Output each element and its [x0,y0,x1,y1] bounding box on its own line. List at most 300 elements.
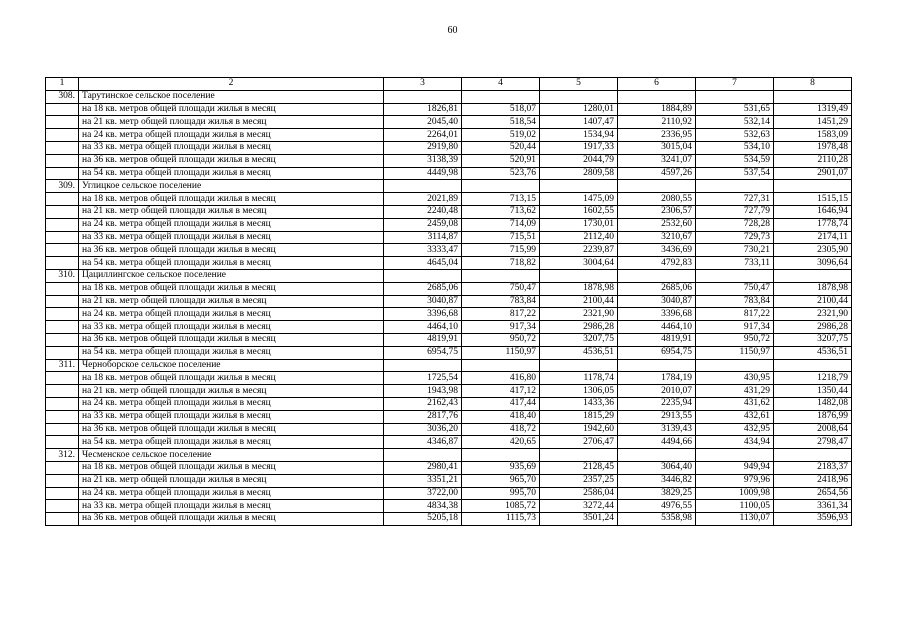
value-cell: 3596,93 [774,513,852,526]
table-row [46,321,852,334]
value-cell: 2010,07 [618,385,696,398]
value-cell: 3501,24 [540,513,618,526]
empty-cell [46,513,79,526]
value-cell: 2532,60 [618,218,696,231]
empty-cell [384,269,462,282]
value-cell: 783,84 [696,295,774,308]
empty-cell [774,449,852,462]
table-row [46,346,852,359]
value-cell: 2798,47 [774,436,852,449]
value-cell: 1878,98 [774,282,852,295]
empty-cell [540,359,618,372]
value-cell: 4536,51 [774,346,852,359]
table-row [46,372,852,385]
table-row [46,218,852,231]
value-cell: 2110,92 [618,116,696,129]
value-cell: 3064,40 [618,461,696,474]
value-cell: 3361,34 [774,500,852,513]
section-header-row [46,449,852,462]
value-cell: 917,34 [696,321,774,334]
value-cell: 2305,90 [774,244,852,257]
value-cell: 2021,89 [384,193,462,206]
value-cell: 3436,69 [618,244,696,257]
empty-cell [696,269,774,282]
value-cell: 4494,66 [618,436,696,449]
value-cell: 1602,55 [540,205,618,218]
value-cell: 1876,99 [774,410,852,423]
value-cell: 1784,19 [618,372,696,385]
empty-cell [46,282,79,295]
table-row [46,231,852,244]
value-cell: 4819,91 [384,333,462,346]
value-cell: 950,72 [696,333,774,346]
table-row [46,116,852,129]
value-cell: 2418,96 [774,474,852,487]
empty-cell [696,90,774,103]
value-cell: 3096,64 [774,257,852,270]
value-cell: 1150,97 [462,346,540,359]
row-label: на 21 кв. метр общей площади жилья в месяц [79,295,384,308]
value-cell: 537,54 [696,167,774,180]
value-cell: 418,40 [462,410,540,423]
empty-cell [46,487,79,500]
table-row [46,474,852,487]
value-cell: 714,09 [462,218,540,231]
row-label: на 24 кв. метра общей площади жилья в месяц [79,487,384,500]
value-cell: 783,84 [462,295,540,308]
value-cell: 3015,04 [618,141,696,154]
value-cell: 3333,47 [384,244,462,257]
value-cell: 3138,39 [384,154,462,167]
value-cell: 520,44 [462,141,540,154]
empty-cell [46,231,79,244]
value-cell: 4645,04 [384,257,462,270]
value-cell: 1218,79 [774,372,852,385]
empty-cell [46,474,79,487]
empty-cell [46,346,79,359]
value-cell: 2100,44 [774,295,852,308]
value-cell: 4792,83 [618,257,696,270]
row-label: на 36 кв. метров общей площади жилья в месяц [79,513,384,526]
value-cell: 5358,98 [618,513,696,526]
row-label: на 21 кв. метр общей площади жилья в месяц [79,474,384,487]
empty-cell [696,359,774,372]
empty-cell [46,205,79,218]
value-cell: 750,47 [462,282,540,295]
table-row [46,193,852,206]
value-cell: 4976,55 [618,500,696,513]
table-row [46,167,852,180]
value-cell: 2264,01 [384,129,462,142]
value-cell: 1100,05 [696,500,774,513]
value-cell: 1943,98 [384,385,462,398]
value-cell: 1178,74 [540,372,618,385]
value-cell: 4536,51 [540,346,618,359]
value-cell: 1475,09 [540,193,618,206]
value-cell: 430,95 [696,372,774,385]
value-cell: 3210,67 [618,231,696,244]
value-cell: 518,07 [462,103,540,116]
table-row [46,487,852,500]
table-row [46,141,852,154]
row-label: на 24 кв. метра общей площади жилья в месяц [79,397,384,410]
row-label: на 36 кв. метров общей площади жилья в месяц [79,423,384,436]
row-label: на 54 кв. метра общей площади жилья в месяц [79,346,384,359]
value-cell: 1130,07 [696,513,774,526]
value-cell: 730,21 [696,244,774,257]
empty-cell [46,436,79,449]
section-header-row [46,180,852,193]
empty-cell [46,321,79,334]
value-cell: 416,80 [462,372,540,385]
value-cell: 3241,07 [618,154,696,167]
value-cell: 713,62 [462,205,540,218]
empty-cell [618,90,696,103]
section-name: Цациллингское сельское поселение [79,269,384,282]
table-row [46,500,852,513]
value-cell: 995,70 [462,487,540,500]
value-cell: 520,91 [462,154,540,167]
value-cell: 432,95 [696,423,774,436]
table-row [46,308,852,321]
value-cell: 2357,25 [540,474,618,487]
empty-cell [46,500,79,513]
empty-cell [384,359,462,372]
value-cell: 3114,87 [384,231,462,244]
value-cell: 534,10 [696,141,774,154]
value-cell: 519,02 [462,129,540,142]
value-cell: 1482,08 [774,397,852,410]
empty-cell [462,269,540,282]
empty-cell [46,372,79,385]
value-cell: 518,54 [462,116,540,129]
value-cell: 3207,75 [540,333,618,346]
empty-cell [462,180,540,193]
value-cell: 2183,37 [774,461,852,474]
value-cell: 1534,94 [540,129,618,142]
section-name: Чесменское сельское поселение [79,449,384,462]
empty-cell [46,461,79,474]
empty-cell [46,410,79,423]
value-cell: 431,29 [696,385,774,398]
row-label: на 54 кв. метра общей площади жилья в месяц [79,436,384,449]
value-cell: 431,62 [696,397,774,410]
value-cell: 532,14 [696,116,774,129]
value-cell: 715,51 [462,231,540,244]
value-cell: 531,65 [696,103,774,116]
value-cell: 2110,28 [774,154,852,167]
value-cell: 418,72 [462,423,540,436]
column-header: 3 [384,78,462,91]
value-cell: 1942,60 [540,423,618,436]
row-label: на 33 кв. метра общей площади жилья в месяц [79,500,384,513]
table-row [46,436,852,449]
value-cell: 417,12 [462,385,540,398]
row-label: на 33 кв. метра общей площади жилья в месяц [79,141,384,154]
value-cell: 1306,05 [540,385,618,398]
row-label: на 33 кв. метра общей площади жилья в месяц [79,231,384,244]
value-cell: 6954,75 [618,346,696,359]
value-cell: 715,99 [462,244,540,257]
value-cell: 713,15 [462,193,540,206]
value-cell: 950,72 [462,333,540,346]
value-cell: 1085,72 [462,500,540,513]
empty-cell [384,449,462,462]
row-label: на 21 кв. метр общей площади жилья в месяц [79,385,384,398]
value-cell: 1009,98 [696,487,774,500]
value-cell: 6954,75 [384,346,462,359]
value-cell: 2986,28 [774,321,852,334]
table-row [46,410,852,423]
empty-cell [618,269,696,282]
table-row [46,244,852,257]
value-cell: 2128,45 [540,461,618,474]
value-cell: 2336,95 [618,129,696,142]
value-cell: 3004,64 [540,257,618,270]
value-cell: 1451,29 [774,116,852,129]
section-name: Черноборское сельское поселение [79,359,384,372]
table-row [46,129,852,142]
value-cell: 1115,73 [462,513,540,526]
section-header-row [46,90,852,103]
value-cell: 2321,90 [774,308,852,321]
value-cell: 1884,89 [618,103,696,116]
empty-cell [46,308,79,321]
value-cell: 1917,33 [540,141,618,154]
empty-cell [46,423,79,436]
value-cell: 2654,56 [774,487,852,500]
value-cell: 2044,79 [540,154,618,167]
value-cell: 2306,57 [618,205,696,218]
value-cell: 3040,87 [384,295,462,308]
empty-cell [46,385,79,398]
value-cell: 949,94 [696,461,774,474]
row-label: на 21 кв. метр общей площади жилья в месяц [79,205,384,218]
tariff-table [45,77,852,526]
value-cell: 2321,90 [540,308,618,321]
empty-cell [540,90,618,103]
value-cell: 1826,81 [384,103,462,116]
value-cell: 417,44 [462,397,540,410]
column-header: 5 [540,78,618,91]
value-cell: 3036,20 [384,423,462,436]
table-row [46,385,852,398]
column-header: 8 [774,78,852,91]
value-cell: 3722,00 [384,487,462,500]
value-cell: 750,47 [696,282,774,295]
value-cell: 2008,64 [774,423,852,436]
table-row [46,154,852,167]
value-cell: 2685,06 [384,282,462,295]
value-cell: 2235,94 [618,397,696,410]
value-cell: 1515,15 [774,193,852,206]
value-cell: 729,73 [696,231,774,244]
table-row [46,257,852,270]
value-cell: 4597,26 [618,167,696,180]
row-label: на 36 кв. метров общей площади жилья в месяц [79,333,384,346]
value-cell: 2913,55 [618,410,696,423]
value-cell: 2045,40 [384,116,462,129]
table-row [46,461,852,474]
value-cell: 1646,94 [774,205,852,218]
empty-cell [696,180,774,193]
value-cell: 1583,09 [774,129,852,142]
value-cell: 434,94 [696,436,774,449]
value-cell: 3829,25 [618,487,696,500]
column-header: 4 [462,78,540,91]
value-cell: 2174,11 [774,231,852,244]
value-cell: 420,65 [462,436,540,449]
table-row [46,423,852,436]
empty-cell [462,359,540,372]
empty-cell [46,141,79,154]
value-cell: 1778,74 [774,218,852,231]
value-cell: 2986,28 [540,321,618,334]
value-cell: 718,82 [462,257,540,270]
empty-cell [540,269,618,282]
row-label: на 18 кв. метров общей площади жилья в месяц [79,461,384,474]
column-header-row [46,78,852,91]
empty-cell [696,449,774,462]
value-cell: 1150,97 [696,346,774,359]
empty-cell [46,129,79,142]
section-number: 308. [46,90,79,103]
row-label: на 24 кв. метра общей площади жилья в месяц [79,129,384,142]
value-cell: 2240,48 [384,205,462,218]
section-number: 312. [46,449,79,462]
value-cell: 728,28 [696,218,774,231]
empty-cell [540,449,618,462]
value-cell: 534,59 [696,154,774,167]
empty-cell [46,167,79,180]
value-cell: 3351,21 [384,474,462,487]
empty-cell [774,180,852,193]
column-header: 1 [46,78,79,91]
value-cell: 1978,48 [774,141,852,154]
column-header: 2 [79,78,384,91]
empty-cell [46,193,79,206]
value-cell: 965,70 [462,474,540,487]
empty-cell [46,244,79,257]
empty-cell [46,397,79,410]
table-row [46,333,852,346]
value-cell: 5205,18 [384,513,462,526]
row-label: на 36 кв. метров общей площади жилья в месяц [79,244,384,257]
value-cell: 3446,82 [618,474,696,487]
value-cell: 3207,75 [774,333,852,346]
empty-cell [46,218,79,231]
table-row [46,397,852,410]
value-cell: 727,31 [696,193,774,206]
value-cell: 2809,58 [540,167,618,180]
empty-cell [46,103,79,116]
value-cell: 3040,87 [618,295,696,308]
value-cell: 4464,10 [618,321,696,334]
table-body [46,78,852,526]
empty-cell [46,257,79,270]
value-cell: 817,22 [696,308,774,321]
value-cell: 532,63 [696,129,774,142]
value-cell: 2817,76 [384,410,462,423]
value-cell: 2685,06 [618,282,696,295]
section-header-row [46,269,852,282]
section-name: Углицкое сельское поселение [79,180,384,193]
value-cell: 2706,47 [540,436,618,449]
value-cell: 1280,01 [540,103,618,116]
table-row [46,103,852,116]
column-header: 6 [618,78,696,91]
value-cell: 3396,68 [618,308,696,321]
value-cell: 935,69 [462,461,540,474]
value-cell: 432,61 [696,410,774,423]
empty-cell [618,180,696,193]
table-row [46,205,852,218]
table-row [46,282,852,295]
value-cell: 2586,04 [540,487,618,500]
row-label: на 33 кв. метра общей площади жилья в месяц [79,410,384,423]
empty-cell [774,269,852,282]
empty-cell [774,359,852,372]
value-cell: 979,96 [696,474,774,487]
empty-cell [46,333,79,346]
empty-cell [462,90,540,103]
row-label: на 24 кв. метра общей площади жилья в месяц [79,308,384,321]
row-label: на 54 кв. метра общей площади жилья в месяц [79,167,384,180]
empty-cell [774,90,852,103]
value-cell: 4346,87 [384,436,462,449]
section-name: Тарутинское сельское поселение [79,90,384,103]
empty-cell [618,449,696,462]
value-cell: 2100,44 [540,295,618,308]
value-cell: 1815,29 [540,410,618,423]
value-cell: 3396,68 [384,308,462,321]
value-cell: 1350,44 [774,385,852,398]
empty-cell [384,180,462,193]
value-cell: 4819,91 [618,333,696,346]
value-cell: 523,76 [462,167,540,180]
row-label: на 18 кв. метров общей площади жилья в месяц [79,282,384,295]
value-cell: 4464,10 [384,321,462,334]
page-number: 60 [447,25,458,36]
value-cell: 2080,55 [618,193,696,206]
value-cell: 1433,36 [540,397,618,410]
value-cell: 2980,41 [384,461,462,474]
empty-cell [462,449,540,462]
value-cell: 733,11 [696,257,774,270]
empty-cell [46,295,79,308]
value-cell: 1319,49 [774,103,852,116]
value-cell: 1730,01 [540,218,618,231]
value-cell: 4834,38 [384,500,462,513]
value-cell: 917,34 [462,321,540,334]
empty-cell [46,116,79,129]
value-cell: 2901,07 [774,167,852,180]
row-label: на 33 кв. метра общей площади жилья в месяц [79,321,384,334]
row-label: на 18 кв. метров общей площади жилья в месяц [79,193,384,206]
table-row [46,513,852,526]
row-label: на 54 кв. метра общей площади жилья в месяц [79,257,384,270]
value-cell: 1407,47 [540,116,618,129]
value-cell: 2112,40 [540,231,618,244]
section-number: 311. [46,359,79,372]
table-row [46,295,852,308]
row-label: на 36 кв. метров общей площади жилья в месяц [79,154,384,167]
section-number: 309. [46,180,79,193]
empty-cell [46,154,79,167]
value-cell: 2162,43 [384,397,462,410]
row-label: на 18 кв. метров общей площади жилья в месяц [79,372,384,385]
value-cell: 727,79 [696,205,774,218]
